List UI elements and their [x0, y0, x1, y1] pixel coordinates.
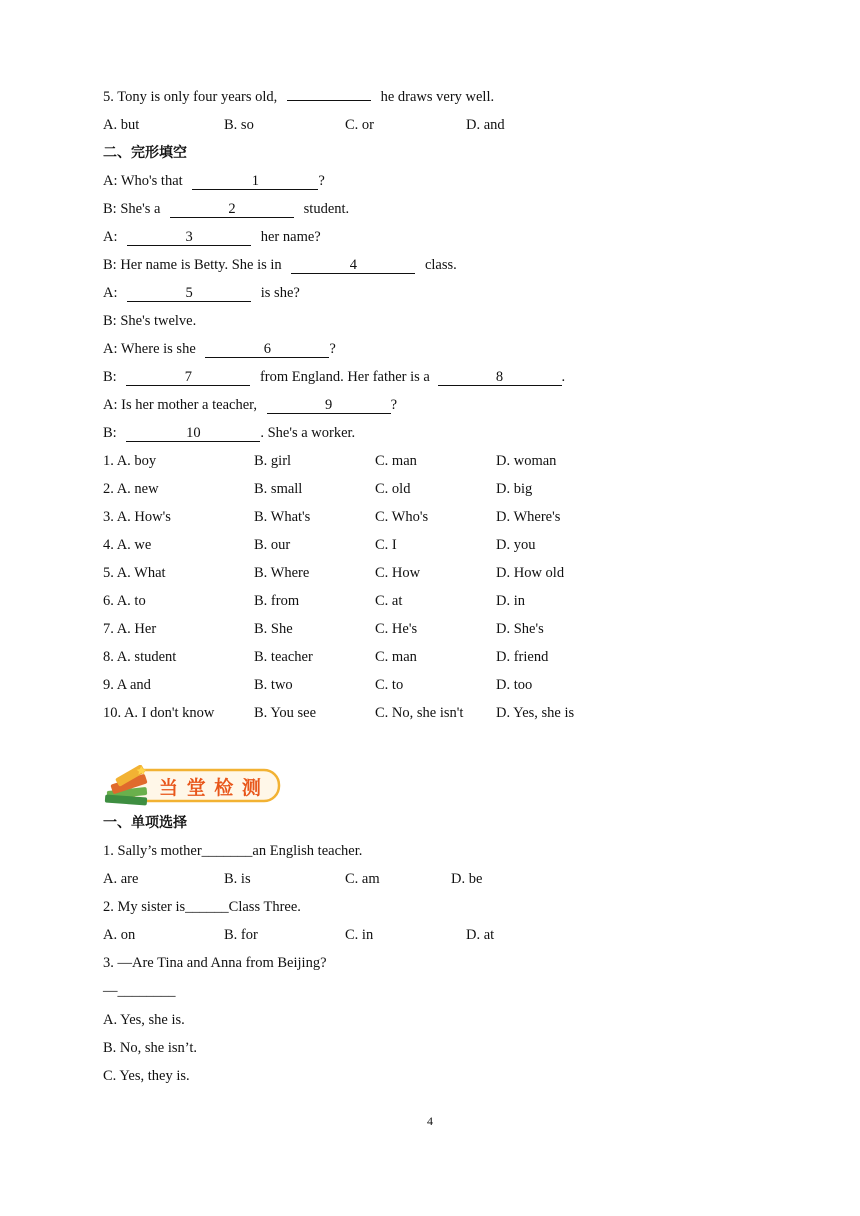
quiz-question-2: 2. My sister is______Class Three. [103, 899, 301, 915]
quiz-question-3: 3. —Are Tina and Anna from Beijing? [103, 955, 327, 971]
option-a: A. but [103, 117, 140, 133]
cloze-heading: 二、完形填空 [103, 145, 187, 161]
cloze-blank: 10 [126, 425, 260, 442]
cloze-blank: 7 [126, 369, 250, 386]
cloze-line: B: Her name is Betty. She is in 4 class. [103, 257, 457, 273]
quiz-heading: 一、单项选择 [103, 815, 187, 831]
page-number: 4 [427, 1114, 433, 1128]
cloze-line: A: Where is she 6 ? [103, 341, 336, 357]
banner-title: 当 堂 检 测 [159, 777, 262, 799]
cloze-line: B: 7 from England. Her father is a 8 . [103, 369, 566, 385]
quiz-question-3-answer: —________ [103, 983, 176, 999]
cloze-line: A: 5 is she? [103, 285, 300, 301]
cloze-blank: 1 [192, 173, 318, 190]
question-5: 5. Tony is only four years old, he draws very well. [103, 89, 495, 105]
option-c: C. or [345, 117, 374, 133]
option-d: D. and [466, 117, 505, 133]
cloze-blank: 5 [127, 285, 251, 302]
cloze-line: B: She's twelve. [103, 313, 197, 329]
cloze-line: B: She's a 2 student. [103, 201, 350, 217]
quiz-question-3-option-b: B. No, she isn’t. [103, 1040, 197, 1056]
cloze-blank: 8 [438, 369, 562, 386]
quiz-question-3-option-a: A. Yes, she is. [103, 1012, 185, 1028]
cloze-line: A: Is her mother a teacher, 9 ? [103, 397, 398, 413]
cloze-line: B: 10 . She's a worker. [103, 425, 356, 441]
cloze-blank: 4 [291, 257, 415, 274]
cloze-blank: 2 [170, 201, 294, 218]
option-b: B. so [224, 117, 254, 133]
answer-blank [287, 100, 371, 101]
cloze-blank: 3 [127, 229, 251, 246]
cloze-blank: 9 [267, 397, 391, 414]
cloze-line: A: 3 her name? [103, 229, 321, 245]
cloze-blank: 6 [205, 341, 329, 358]
section-banner [103, 765, 281, 807]
cloze-line: A: Who's that 1 ? [103, 173, 325, 189]
quiz-question-1: 1. Sally’s mother_______an English teacher. [103, 843, 363, 859]
quiz-question-3-option-c: C. Yes, they is. [103, 1068, 190, 1084]
